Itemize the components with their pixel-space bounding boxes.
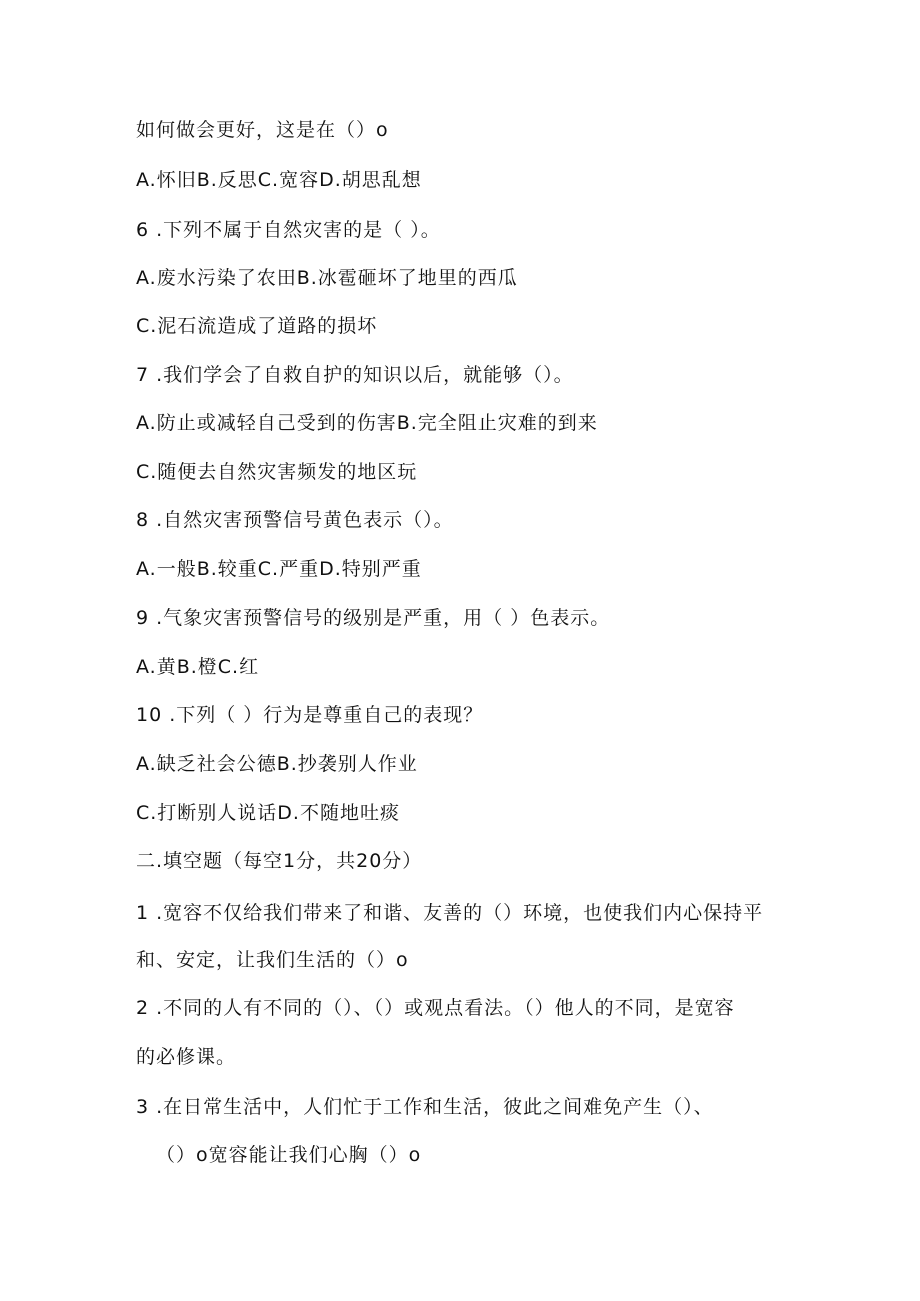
- fill-question-3-continued: （）o宽容能让我们心胸（）o: [156, 1144, 422, 1166]
- fill-question-3: 3 .在日常生活中，人们忙于工作和生活，彼此之间难免产生（）、: [136, 1096, 714, 1118]
- question-7: 7 .我们学会了自救自护的知识以后，就能够（）。: [136, 364, 574, 386]
- answer-options: A.怀旧B.反思C.宽容D.胡思乱想: [136, 169, 422, 191]
- question-10: 10 .下列（ ）行为是尊重自己的表现？: [136, 704, 484, 726]
- answer-options: A.黄B.橙C.红: [136, 656, 260, 678]
- answer-options: C.泥石流造成了道路的损坏: [136, 315, 378, 337]
- fill-question-1: 1 .宽容不仅给我们带来了和谐、友善的（）环境，也使我们内心保持平: [136, 902, 764, 924]
- question-6: 6 .下列不属于自然灾害的是（ ）。: [136, 219, 441, 241]
- fill-question-2: 2 .不同的人有不同的（）、（）或观点看法。（）他人的不同，是宽容: [136, 997, 735, 1019]
- answer-options: A.防止或减轻自己受到的伤害B.完全阻止灾难的到来: [136, 412, 598, 434]
- question-9: 9 .气象灾害预警信号的级别是严重，用（ ）色表示。: [136, 607, 611, 629]
- fill-question-1-continued: 和、安定，让我们生活的（）o: [136, 949, 409, 971]
- section-heading: 二.填空题（每空1分，共20分）: [136, 850, 423, 872]
- text-line: 如何做会更好，这是在（）o: [136, 119, 389, 141]
- answer-options: A.缺乏社会公德B.抄袭别人作业: [136, 753, 418, 775]
- question-8: 8 .自然灾害预警信号黄色表示（）。: [136, 509, 454, 531]
- answer-options: C.打断别人说话D.不随地吐痰: [136, 802, 400, 824]
- fill-question-2-continued: 的必修课。: [136, 1046, 237, 1068]
- answer-options: A.一般B.较重C.严重D.特别严重: [136, 558, 422, 580]
- answer-options: C.随便去自然灾害频发的地区玩: [136, 461, 418, 483]
- answer-options: A.废水污染了农田B.冰雹砸坏了地里的西瓜: [136, 267, 518, 289]
